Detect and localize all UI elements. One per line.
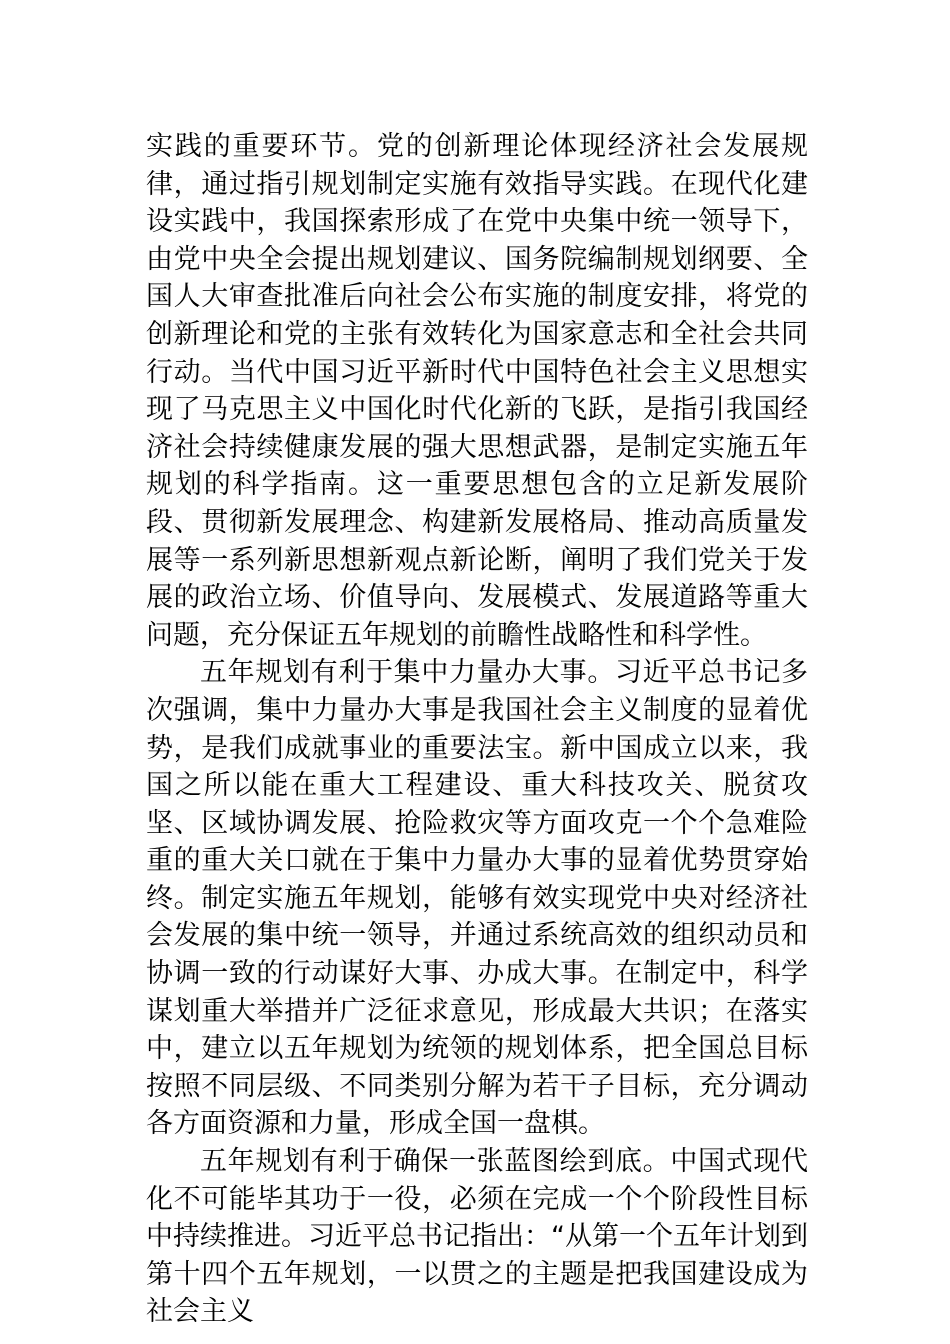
document-body — [146, 128, 808, 1331]
paragraph-blueprint: 五年规划有利于确保一张蓝图绘到底。中国式现代化不可能毕其功于一役，必须在完成一个个阶段性目标中持续推进。习近平总书记指出：“从第一个五年计划到第十四个五年规划，一以贯之的主题是把我国建设成为社会主义 — [146, 1146, 808, 1328]
paragraph-continuation: 实践的重要环节。党的创新理论体现经济社会发展规律，通过指引规划制定实施有效指导实践。在现代化建设实践中，我国探索形成了在党中央集中统一领导下，由党中央全会提出规划建议、国务院编制规划纲要、全国人大审查批准后向社会公布实施的制度安排，将党的创新理论和党的主张有效转化为国家意志和全社会共同行动。当代中国习近平新时代中国特色社会主义思想实现了马克思主义中国化时代化新的飞跃，是指引我国经济社会持续健康发展的强大思想武器，是制定实施五年规划的科学指南。这一重要思想包含的立足新发展阶段、贯彻新发展理念、构建新发展格局、推动高质量发展等一系列新思想新观点新论断，阐明了我们党关于发展的政治立场、价值导向、发展模式、发展道路等重大问题，充分保证五年规划的前瞻性战略性和科学性。 — [146, 131, 808, 651]
paragraph-concentrate-resources: 五年规划有利于集中力量办大事。习近平总书记多次强调，集中力量办大事是我国社会主义制度的显着优势，是我们成就事业的重要法宝。新中国成立以来，我国之所以能在重大工程建设、重大科技攻关、脱贫攻坚、区域协调发展、抢险救灾等方面攻克一个个急难险重的重大关口就在于集中力量办大事的显着优势贯穿始终。制定实施五年规划，能够有效实现党中央对经济社会发展的集中统一领导，并通过系统高效的组织动员和协调一致的行动谋好大事、办成大事。在制定中，科学谋划重大举措并广泛征求意见，形成最大共识；在落实中，建立以五年规划为统领的规划体系，把全国总目标按照不同层级、不同类别分解为若干子目标，充分调动各方面资源和力量，形成全国一盘棋。 — [146, 657, 808, 1140]
